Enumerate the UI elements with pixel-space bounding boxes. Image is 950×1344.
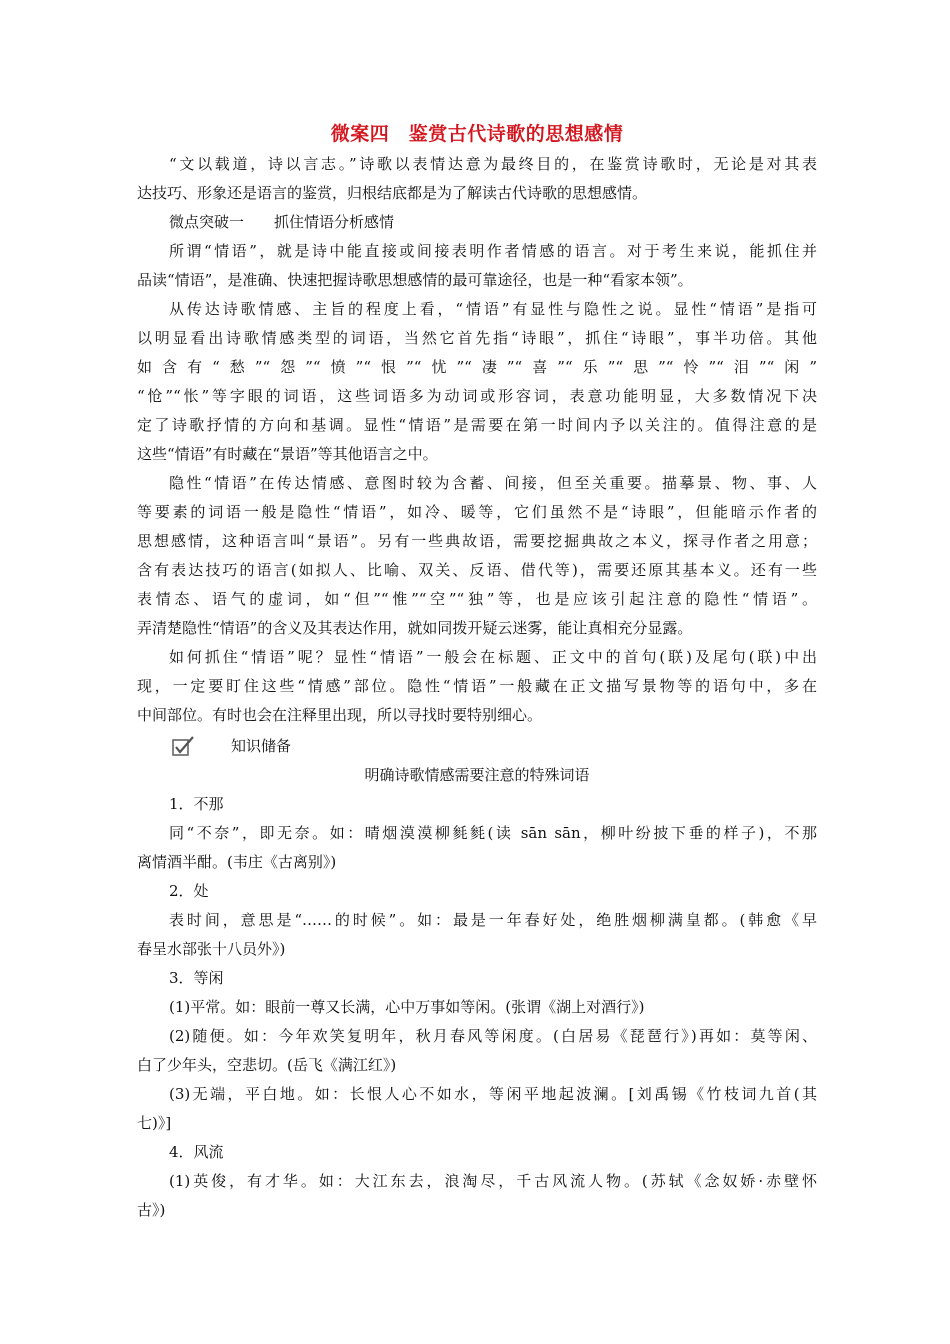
subheading: 明确诗歌情感需要注意的特殊词语 xyxy=(364,766,590,784)
entry-line: 春呈水部张十八员外》) xyxy=(137,940,286,958)
page-title: 微案四 鉴赏古代诗歌的思想感情 xyxy=(330,123,624,145)
entry-heading: 3．等闲 xyxy=(169,969,224,987)
entry-line: 离情酒半酣。(韦庄《古离别》) xyxy=(137,853,337,871)
paragraph-line: 所谓“情语”，就是诗中能直接或间接表明作者情感的语言。对于考生来说，能抓住并 xyxy=(169,242,817,260)
entry-line: 白了少年头，空悲切。(岳飞《满江红》) xyxy=(137,1056,397,1074)
paragraph-line: 定了诗歌抒情的方向和基调。显性“情语”是需要在第一时间内予以关注的。值得注意的是 xyxy=(137,416,817,434)
section-heading: 微点突破一 抓住情语分析感情 xyxy=(169,213,395,231)
entry-heading: 4．风流 xyxy=(169,1143,224,1161)
entry-line: (1)平常。如：眼前一尊又长满，心中万事如等闲。(张谓《湖上对酒行》) xyxy=(169,998,645,1016)
entry-line: 同“不奈”，即无奈。如：晴烟漠漠柳毵毵(读 sān sān，柳叶纷披下垂的样子)，不那 xyxy=(169,824,817,842)
knowledge-reserve-label: 知识储备 xyxy=(231,737,292,755)
paragraph-line: 等要素的词语一般是隐性“情语”，如冷、暖等，它们虽然不是“诗眼”，但能暗示作者的 xyxy=(137,503,817,521)
entry-line: (1)英俊，有才华。如：大江东去，浪淘尽，千古风流人物。(苏轼《念奴娇·赤壁怀 xyxy=(169,1172,817,1190)
paragraph-line: 如何抓住“情语”呢？显性“情语”一般会在标题、正文中的首句(联)及尾句(联)中出 xyxy=(169,648,817,666)
entry-heading: 1．不那 xyxy=(169,795,224,813)
entry-line: 七)》] xyxy=(137,1114,172,1132)
intro-line: “文以载道，诗以言志。”诗歌以表情达意为最终目的，在鉴赏诗歌时，无论是对其表 xyxy=(169,155,817,173)
entry-line: 表时间，意思是“……的时候”。如：最是一年春好处，绝胜烟柳满皇都。(韩愈《早 xyxy=(169,911,817,929)
paragraph-line: 品读“情语”，是准确、快速把握诗歌思想感情的最可靠途径，也是一种“看家本领”。 xyxy=(137,271,693,289)
paragraph-line: 这些“情语”有时藏在“景语”等其他语言之中。 xyxy=(137,445,438,463)
paragraph-line: 如含有“愁”“怨”“愤”“恨”“忧”“凄”“喜”“乐”“思”“怜”“泪”“闲” xyxy=(137,358,817,376)
paragraph-line: 现，一定要盯住这些“情感”部位。隐性“情语”一般藏在正文描写景物等的语句中，多在 xyxy=(137,677,817,695)
paragraph-line: 中间部位。有时也会在注释里出现，所以寻找时要特别细心。 xyxy=(137,706,543,724)
document-page xyxy=(137,118,817,1225)
paragraph-line: 隐性“情语”在传达情感、意图时较为含蓄、间接，但至关重要。描摹景、物、事、人 xyxy=(169,474,817,492)
entry-heading: 2．处 xyxy=(169,882,209,900)
paragraph-line: 从传达诗歌情感、主旨的程度上看，“情语”有显性与隐性之说。显性“情语”是指可 xyxy=(169,300,817,318)
knowledge-reserve-header xyxy=(137,730,817,761)
paragraph-line: 以明显看出诗歌情感类型的词语，当然它首先指“诗眼”，抓住“诗眼”，事半功倍。其他 xyxy=(137,329,817,347)
paragraph-line: 弄清楚隐性“情语”的含义及其表达作用，就如同拨开疑云迷雾，能让真相充分显露。 xyxy=(137,619,693,637)
entry-line: (3)无端，平白地。如：长恨人心不如水，等闲平地起波澜。[刘禹锡《竹枝词九首(其 xyxy=(169,1085,817,1103)
paragraph-line: 表情态、语气的虚词，如“但”“惟”“空”“独”等，也是应该引起注意的隐性“情语”。 xyxy=(137,590,817,608)
paragraph-line: 思想感情，这种语言叫“景语”。另有一些典故语，需要挖掘典故之本义，探寻作者之用意； xyxy=(137,532,817,550)
checkbox-check-icon xyxy=(171,735,197,757)
paragraph-line: “怆”“怅”等字眼的词语，这些词语多为动词或形容词，表意功能明显，大多数情况下决 xyxy=(137,387,817,405)
entry-line: (2)随便。如：今年欢笑复明年，秋月春风等闲度。(白居易《琵琶行》)再如：莫等闲、 xyxy=(169,1027,817,1045)
intro-line: 达技巧、形象还是语言的鉴赏，归根结底都是为了解读古代诗歌的思想感情。 xyxy=(137,184,648,202)
entry-line: 古》) xyxy=(137,1201,166,1219)
paragraph-line: 含有表达技巧的语言(如拟人、比喻、双关、反语、借代等)，需要还原其基本义。还有一些 xyxy=(137,561,817,579)
